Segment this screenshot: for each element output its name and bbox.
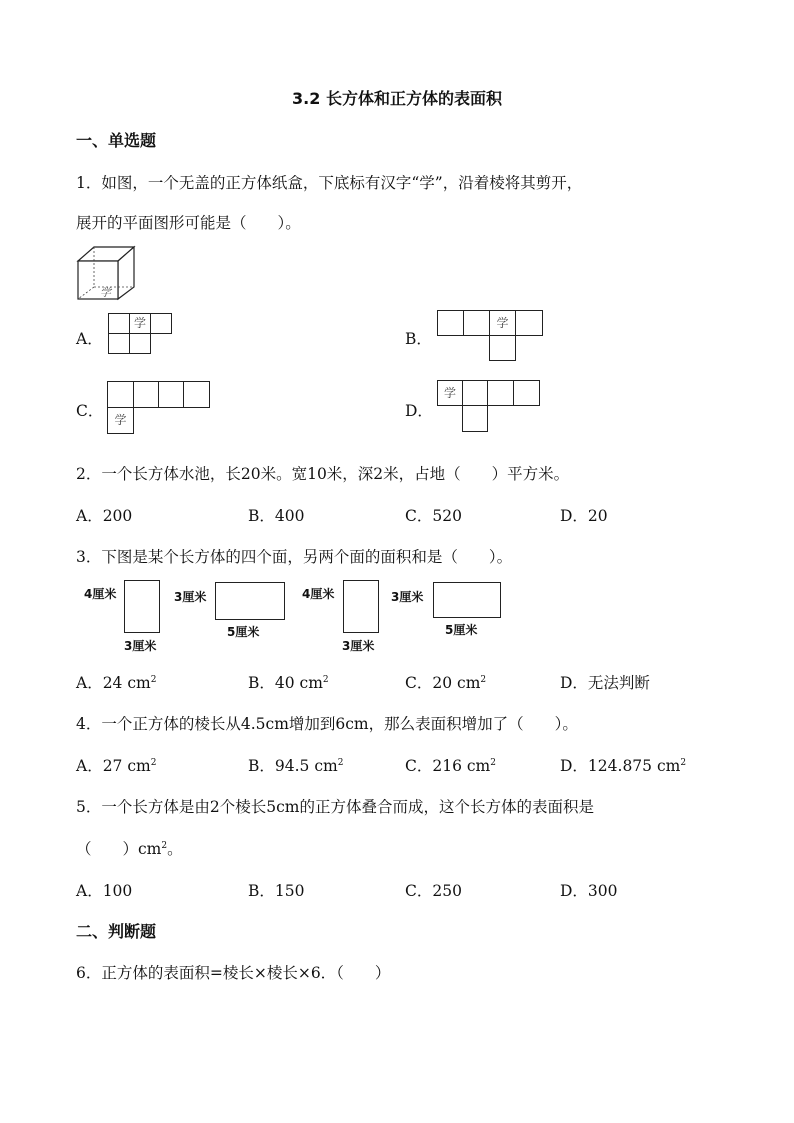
q2-option-b[interactable]: B．400 (248, 507, 305, 525)
face-4-height-label: 3厘米 (391, 590, 424, 604)
q3-option-c[interactable]: C．20 $cm^2$ (405, 674, 487, 692)
net-b-cell (437, 310, 464, 336)
net-c-cell-char: 学 (107, 407, 134, 434)
net-c-cell (158, 381, 184, 408)
question-3-text: 3．下图是某个长方体的四个面，另两个面的面积和是（ ）。 (76, 548, 513, 566)
question-6-text: 6．正方体的表面积=棱长×棱长×6．（ ） (76, 964, 391, 982)
net-b-cell (463, 310, 490, 336)
net-a-cell (108, 333, 130, 354)
net-a-cell (129, 333, 151, 354)
q1-option-a-label[interactable]: A． (76, 330, 103, 348)
net-d-cell (513, 380, 540, 406)
open-cube-figure (74, 243, 138, 303)
face-2-rectangle (215, 582, 285, 620)
question-4-text: 4．一个正方体的棱长从4.5cm增加到6cm，那么表面积增加了（ ）。 (76, 715, 578, 733)
q4-option-a[interactable]: A．27 $cm^2$ (76, 757, 157, 775)
q5-option-c[interactable]: C．250 (405, 882, 462, 900)
q1-option-d-label[interactable]: D． (405, 402, 433, 420)
q1-option-c-label[interactable]: C． (76, 402, 104, 420)
section-heading-judgement: 二、判断题 (76, 922, 157, 941)
face-3-rectangle (343, 580, 379, 633)
face-4-width-label: 5厘米 (445, 623, 478, 637)
q3-option-b[interactable]: B．40 $cm^2$ (248, 674, 329, 692)
face-1-height-label: 4厘米 (84, 587, 117, 601)
net-c-cell (107, 381, 134, 408)
q2-option-d[interactable]: D．20 (560, 507, 608, 525)
q5-option-a[interactable]: A．100 (76, 882, 133, 900)
face-4-rectangle (433, 582, 501, 618)
face-3-width-label: 3厘米 (342, 639, 375, 653)
net-b-cell (489, 335, 516, 361)
question-1-line-1: 1．如图，一个无盖的正方体纸盒，下底标有汉字“学”，沿着棱将其剪开， (76, 174, 583, 192)
q4-option-c[interactable]: C．216 $cm^2$ (405, 757, 496, 775)
q2-option-c[interactable]: C．520 (405, 507, 462, 525)
q3-option-a[interactable]: A．24 $cm^2$ (76, 674, 157, 692)
q4-option-d[interactable]: D．124.875 $cm^2$ (560, 757, 687, 775)
section-heading-single-choice: 一、单选题 (76, 131, 157, 150)
net-c-cell (133, 381, 159, 408)
net-d-cell (462, 405, 488, 432)
net-d-cell-char: 学 (437, 380, 463, 406)
q3-option-d[interactable]: D．无法判断 (560, 674, 650, 692)
net-a-cell (108, 313, 130, 334)
net-b-cell (515, 310, 543, 336)
net-c-cell (183, 381, 210, 408)
q4-option-b[interactable]: B．94.5 $cm^2$ (248, 757, 344, 775)
q1-option-b-label[interactable]: B． (405, 330, 432, 348)
page-title: 3.2 长方体和正方体的表面积 (292, 89, 502, 108)
net-d-cell (462, 380, 488, 406)
face-3-height-label: 4厘米 (302, 587, 335, 601)
net-b-cell-char: 学 (489, 310, 516, 336)
net-a-cell-char: 学 (129, 313, 151, 334)
face-2-width-label: 5厘米 (227, 625, 260, 639)
q5-option-d[interactable]: D．300 (560, 882, 618, 900)
q5-option-b[interactable]: B．150 (248, 882, 305, 900)
net-d-cell (487, 380, 514, 406)
question-5-line-1: 5．一个长方体是由2个棱长5cm的正方体叠合而成，这个长方体的表面积是 (76, 798, 594, 816)
q2-option-a[interactable]: A．200 (76, 507, 133, 525)
net-a-cell (150, 313, 172, 334)
face-2-height-label: 3厘米 (174, 590, 207, 604)
cube-base-char: 学 (100, 286, 111, 299)
face-1-width-label: 3厘米 (124, 639, 157, 653)
face-1-rectangle (124, 580, 160, 633)
question-5-line-2: （ ）$cm^2$。 (76, 840, 183, 858)
question-1-line-2: 展开的平面图形可能是（ ）。 (76, 214, 301, 232)
question-2-text: 2．一个长方体水池，长20米。宽10米，深2米，占地（ ）平方米。 (76, 465, 570, 483)
